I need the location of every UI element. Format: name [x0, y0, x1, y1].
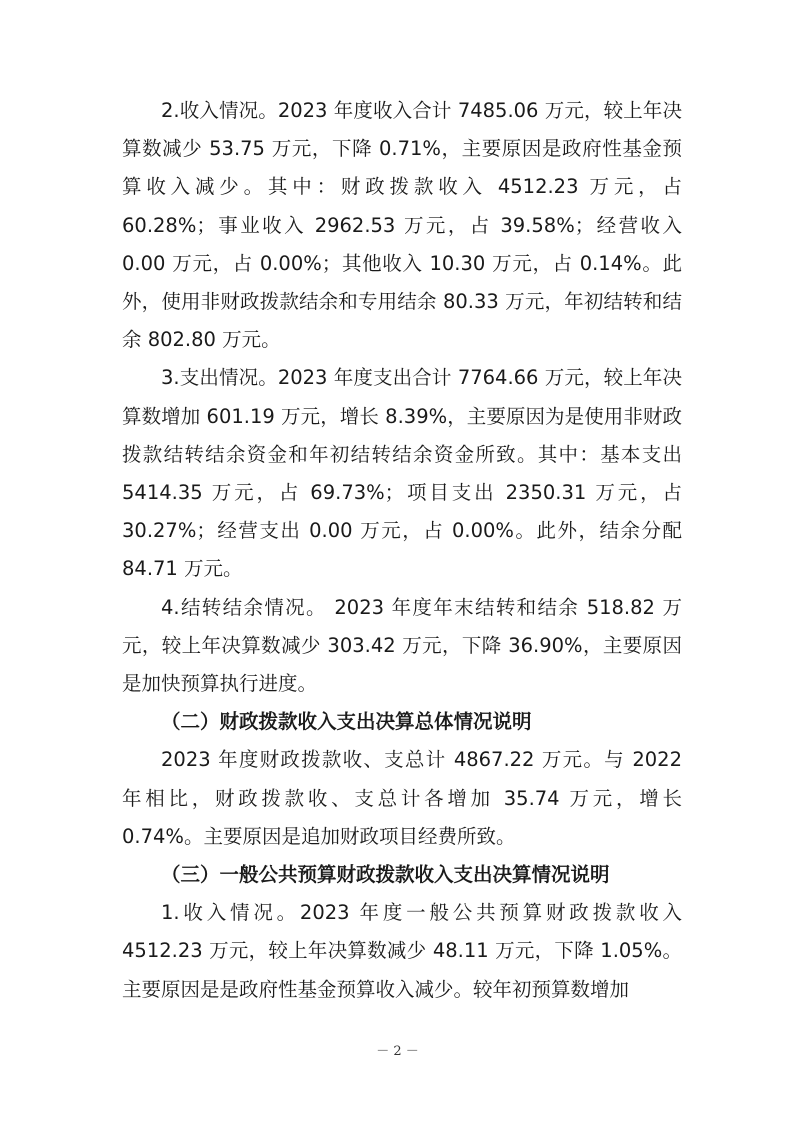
expenditure-paragraph: 3.支出情况。2023 年度支出合计 7764.66 万元，较上年决算数增加 601.19 万元，增长 8.39%，主要原因为是使用非财政拨款结转结余资金和年初结转结余资金所致。其中：基本支出 5414.35 万元，占 69.73%；项目支出 2350.31 万元，占 30.27%；经营支出 0.00 万元，占 0.00%。此外，结余分配 84.71 万元。 [122, 366, 682, 581]
fiscal-overview-paragraph: 2023 年度财政拨款收、支总计 4867.22 万元。与 2022 年相比，财政拨款收、支总计各增加 35.74 万元，增长 0.74%。主要原因是追加财政项目经费所致。 [122, 748, 682, 848]
section-two-heading: （二）财政拨款收入支出决算总体情况说明 [161, 710, 532, 734]
carryover-paragraph: 4.结转结余情况。 2023 年度年末结转和结余 518.82 万元，较上年决算数减少 303.42 万元，下降 36.90%，主要原因是加快预算执行进度。 [122, 595, 682, 696]
income-paragraph: 2.收入情况。2023 年度收入合计 7485.06 万元，较上年决算数减少 53.75 万元，下降 0.71%，主要原因是政府性基金预算收入减少。其中：财政拨款收入 4512.23 万元，占 60.28%；事业收入 2962.53 万元，占 39.58%；经营收入 0.00 万元，占 0.00%；其他收入 10.30 万元，占 0.14%。此外，使用非财政拨款结余和专用结余 80.33 万元，年初结转和结余 802.80 万元。 [122, 99, 682, 352]
document-body [122, 92, 682, 1009]
general-income-paragraph: 1.收入情况。2023 年度一般公共预算财政拨款收入 4512.23 万元，较上年决算数减少 48.11 万元，下降 1.05%。主要原因是是政府性基金预算收入减少。较年初预算数增加 [122, 901, 682, 1001]
page-number: － 2 － [376, 1044, 419, 1059]
section-three-heading: （三）一般公共预算财政拨款收入支出决算情况说明 [161, 863, 610, 887]
